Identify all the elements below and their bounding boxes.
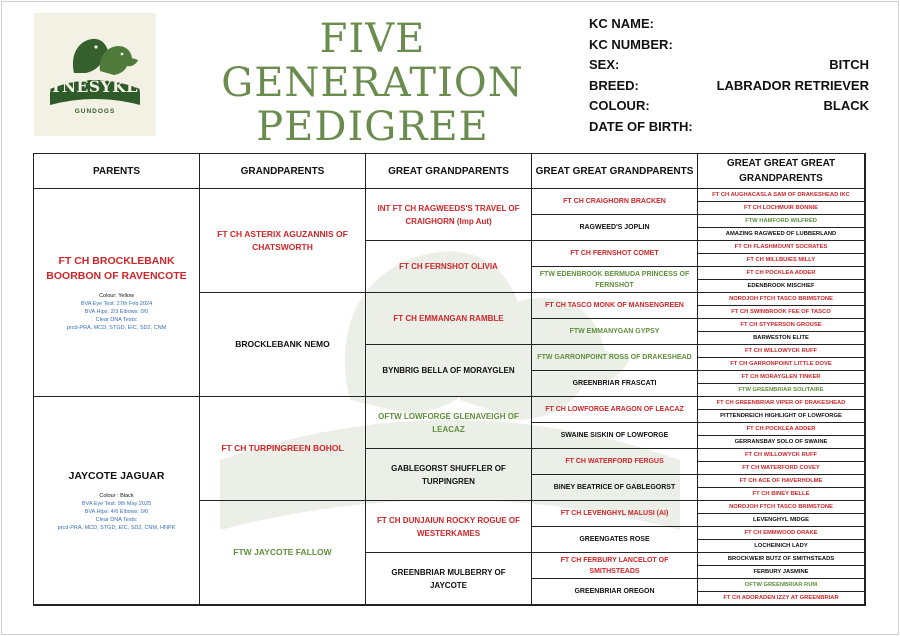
ggg-grandparent-cell-text: BARWESTON ELITE: [753, 335, 809, 341]
header-parents: [34, 154, 200, 189]
ggg-grandparent-cell-text: NORDJOH FTCH TASCO BRIMSTONE: [729, 504, 833, 510]
gg-grandparent-cell-text: GREENBRIAR OREGON: [574, 588, 655, 595]
gg-grandparent-cell-text: SWAINE SISKIN OF LOWFORGE: [560, 432, 669, 439]
ggg-grandparent-cell: [698, 592, 865, 605]
ggg-grandparent-cell: [698, 436, 865, 449]
header-parents-text: PARENTS: [92, 165, 141, 177]
great-grandparent-cell: [366, 449, 532, 501]
grandparent-cell: [200, 397, 366, 501]
info-label: KC NAME:: [589, 16, 654, 31]
title-line-1: FIVE: [319, 16, 426, 62]
ggg-grandparent-cell-text: FT CH WILLOWYCK RUFF: [744, 348, 818, 354]
ggg-grandparent-cell: [698, 384, 865, 397]
ggg-grandparent-cell: [698, 371, 865, 384]
gg-grandparent-cell: [532, 267, 698, 293]
gg-grandparent-cell: [532, 579, 698, 605]
great-grandparent-cell-text: OFTW LOWFORGE GLENAVEIGH OF LEACAZ: [378, 411, 519, 434]
grandparent-cell: [200, 293, 366, 397]
dog-heads-icon: [34, 13, 156, 136]
ggg-grandparent-cell-text: EDENBROOK MISCHIEF: [747, 283, 815, 289]
great-grandparent-cell-text: FT CH DUNJAIUN ROCKY ROGUE OF WESTERKAMES: [377, 515, 520, 538]
info-label: COLOUR:: [589, 98, 650, 113]
info-label: KC NUMBER:: [589, 36, 673, 52]
gg-grandparent-cell-text: FT CH CRAIGHORN BRACKEN: [563, 198, 666, 205]
ggg-grandparent-cell-text: FT CH ACE OF HAVERHOLME: [739, 478, 823, 484]
health-colour: Colour: Yellow: [99, 292, 134, 299]
ggg-grandparent-cell: [698, 423, 865, 436]
gg-grandparent-cell: [532, 371, 698, 397]
ggg-grandparent-cell: [698, 566, 865, 579]
great-grandparent-cell-text: GABLEGORST SHUFFLER OF TURPINGREN: [391, 463, 506, 486]
ggg-grandparent-cell-text: FT CH GREENBRIAR VIPER OF DRAKESHEAD: [716, 400, 846, 406]
gg-grandparent-cell: [532, 241, 698, 267]
gg-grandparent-cell-text: FT CH WATERFORD FERGUS: [565, 458, 664, 465]
header-ggg-grandparents: [698, 154, 865, 189]
info-row: [589, 119, 869, 139]
gg-grandparent-cell: [532, 527, 698, 553]
gg-grandparent-cell: [532, 345, 698, 371]
ggg-grandparent-cell-text: FT CH WATERFORD COVEY: [742, 465, 820, 471]
ggg-grandparent-cell-text: NORDJOH FTCH TASCO BRIMSTONE: [729, 296, 833, 302]
info-row: [589, 78, 869, 98]
grandparent-cell-text: FT CH TURPINGREEN BOHOL: [221, 443, 344, 453]
ggg-grandparent-cell-text: BROCKWEIR BUTZ OF SMITHSTEADS: [727, 556, 835, 562]
great-grandparent-cell: [366, 293, 532, 345]
ggg-grandparent-cell: [698, 228, 865, 241]
gg-grandparent-cell-text: GREENGATES ROSE: [579, 536, 650, 543]
gg-grandparent-cell-text: FT CH FERBURY LANCELOT OF SMITHSTEADS: [560, 556, 669, 575]
gg-grandparent-cell: [532, 449, 698, 475]
gg-grandparent-cell: [532, 293, 698, 319]
ggg-grandparent-cell-text: FT CH GARRONPOINT LITTLE DOVE: [730, 361, 832, 367]
ggg-grandparent-cell: [698, 280, 865, 293]
parent-cell-text: FT CH BROCKLEBANK BOORBON OF RAVENCOTE: [46, 254, 187, 282]
header-gg-grandparents: [532, 154, 698, 189]
ggg-grandparent-cell-text: LEVENGHYL MIDGE: [753, 517, 809, 523]
health-dna: prcd-PRA, MCD, STGD, EIC, SD2, CNM: [66, 324, 167, 331]
gg-grandparent-cell: [532, 475, 698, 501]
ggg-grandparent-cell-text: FT CH MORAYGLEN TINKER: [741, 374, 821, 380]
gg-grandparent-cell-text: BINEY BEATRICE OF GABLEGORST: [553, 484, 676, 491]
gg-grandparent-cell-text: FT CH LEVENGHYL MALUSI (AI): [560, 510, 669, 517]
ggg-grandparent-cell: [698, 293, 865, 306]
ggg-grandparent-cell-text: FT CH EMMWOOD DRAKE: [744, 530, 818, 536]
health-dna-label: Clear DNA Tests:: [95, 517, 138, 523]
gg-grandparent-cell-text: GREENBRIAR FRASCATI: [572, 380, 657, 387]
header-great-grandparents: [366, 154, 532, 189]
pedigree-table: [33, 153, 866, 606]
ggg-grandparent-cell-text: FERBURY JASMINE: [753, 569, 809, 575]
ggg-grandparent-cell: [698, 449, 865, 462]
ggg-grandparent-cell-text: LOCHEINICH LADY: [754, 543, 808, 549]
gg-grandparent-cell-text: FTW GARRONPOINT ROSS OF DRAKESHEAD: [537, 354, 692, 361]
health-info: [67, 292, 166, 332]
title-line-2: GENERATION: [221, 60, 524, 106]
info-label: BREED:: [589, 77, 639, 93]
ggg-grandparent-cell-text: FT CH BINEY BELLE: [752, 491, 810, 497]
great-grandparent-cell-text: BYNBRIG BELLA OF MORAYGLEN: [382, 366, 515, 375]
ggg-grandparent-cell-text: FT CH LOCHMUIR BONNIE: [743, 205, 819, 211]
gg-grandparent-cell-text: FT CH FERNSHOT COMET: [570, 250, 659, 257]
ggg-grandparent-cell: [698, 397, 865, 410]
ggg-grandparent-cell: [698, 254, 865, 267]
info-value: BITCH: [829, 57, 869, 72]
info-row: [589, 57, 869, 77]
ggg-grandparent-cell-text: FT CH AUGHACASLA SAM OF DRAKESHEAD IKC: [712, 192, 850, 198]
gg-grandparent-cell: [532, 215, 698, 241]
great-grandparent-cell-text: INT FT CH RAGWEEDS'S TRAVEL OF CRAIGHORN (Imp Aut): [377, 203, 520, 226]
ggg-grandparent-cell: [698, 267, 865, 280]
ggg-grandparent-cell-text: FTW HAMFORD WILFRED: [745, 218, 817, 224]
ggg-grandparent-cell: [698, 527, 865, 540]
grandparent-cell-text: BROCKLEBANK NEMO: [235, 339, 330, 349]
ggg-grandparent-cell: [698, 332, 865, 345]
great-grandparent-cell-text: FT CH FERNSHOT OLIVIA: [399, 262, 498, 271]
header-grandparents: [200, 154, 366, 189]
info-label: SEX:: [589, 57, 620, 72]
grandparent-cell: [200, 189, 366, 293]
parent-cell: [34, 397, 200, 605]
health-eye: BVA Eye Test: 9th May 2025: [81, 501, 152, 507]
ggg-grandparent-cell: [698, 189, 865, 202]
ggg-grandparent-cell: [698, 514, 865, 527]
great-grandparent-cell: [366, 345, 532, 397]
health-dna: prcd-PRA, MCD, STGD, EIC, SD2, CNM, HNPK: [57, 525, 176, 531]
great-grandparent-cell: [366, 553, 532, 605]
lynesykes-logo: [34, 13, 156, 136]
ggg-grandparent-cell: [698, 241, 865, 254]
ggg-grandparent-cell: [698, 410, 865, 423]
ggg-grandparent-cell-text: AMAZING RAGWEED OF LUBBERLAND: [725, 231, 837, 237]
health-info: [58, 492, 176, 532]
gg-grandparent-cell-text: FTW EDENBROOK BERMUDA PRINCESS OF FERNSHOT: [539, 270, 690, 289]
grandparent-cell-text: FT CH ASTERIX AGUZANNIS OF CHATSWORTH: [217, 228, 348, 252]
ggg-grandparent-cell: [698, 215, 865, 228]
info-row: [589, 16, 869, 36]
ggg-grandparent-cell-text: FT CH STYPERSON GROUSE: [740, 322, 822, 328]
parent-cell-text: JAYCOTE JAGUAR: [68, 470, 165, 482]
gg-grandparent-cell: [532, 397, 698, 423]
info-row: [589, 98, 869, 118]
ggg-grandparent-cell-text: FT CH SWINBROOK FEE OF TASCO: [731, 309, 831, 315]
great-grandparent-cell-text: FT CH EMMANGAN RAMBLE: [393, 314, 504, 323]
header-grandparents-text: GRANDPARENTS: [240, 165, 325, 177]
ggg-grandparent-cell-text: GERRANSBAY SOLO OF SWAINE: [734, 439, 828, 445]
gg-grandparent-cell-text: RAGWEED'S JOPLIN: [579, 224, 650, 231]
ggg-grandparent-cell: [698, 358, 865, 371]
ggg-grandparent-cell-text: FT CH POCKLEA ADDER: [746, 426, 816, 432]
gg-grandparent-cell-text: FT CH LOWFORGE ARAGON OF LEACAZ: [545, 406, 684, 413]
ggg-grandparent-cell: [698, 462, 865, 475]
health-eye: BVA Eye Test: 27th Feb 2024: [80, 300, 153, 307]
parent-cell: [34, 189, 200, 397]
ggg-grandparent-cell-text: PITTENDREICH HIGHLIGHT OF LOWFORGE: [720, 413, 842, 419]
header-ggg-grandparents-text: GREAT GREAT GREAT GRANDPARENTS: [726, 158, 836, 184]
gg-grandparent-cell: [532, 553, 698, 579]
grandparent-cell-text: FTW JAYCOTE FALLOW: [233, 547, 332, 557]
great-grandparent-cell: [366, 189, 532, 241]
ggg-grandparent-cell: [698, 306, 865, 319]
info-row: [589, 37, 869, 57]
info-value: LABRADOR RETRIEVER: [716, 77, 869, 93]
ggg-grandparent-cell-text: FT CH WILLOWYCK RUFF: [744, 452, 818, 458]
ggg-grandparent-cell: [698, 475, 865, 488]
info-value: BLACK: [823, 98, 869, 113]
health-hips: BVA Hips: 2/3 Elbows: 0/0: [84, 308, 149, 315]
header-gg-grandparents-text: GREAT GREAT GRANDPARENTS: [535, 165, 694, 177]
ggg-grandparent-cell: [698, 579, 865, 592]
ggg-grandparent-cell-text: FT CH MILLBUIES MILLY: [746, 257, 816, 263]
great-grandparent-cell: [366, 241, 532, 293]
header-great-grandparents-text: GREAT GRANDPARENTS: [388, 165, 509, 177]
ggg-grandparent-cell: [698, 202, 865, 215]
ggg-grandparent-cell-text: OFTW GREENBRIAR RUM: [744, 582, 818, 588]
ggg-grandparent-cell-text: FT CH POCKLEA ADDER: [746, 270, 816, 276]
great-grandparent-cell: [366, 501, 532, 553]
gg-grandparent-cell-text: FTW EMMANYGAN GYPSY: [569, 328, 660, 335]
health-dna-label: Clear DNA Tests:: [95, 316, 138, 323]
info-label: DATE OF BIRTH:: [589, 118, 693, 134]
ggg-grandparent-cell: [698, 501, 865, 514]
gg-grandparent-cell-text: FT CH TASCO MONK OF MANSENGREEN: [545, 302, 684, 309]
gg-grandparent-cell: [532, 189, 698, 215]
ggg-grandparent-cell: [698, 488, 865, 501]
ggg-grandparent-cell: [698, 540, 865, 553]
ggg-grandparent-cell: [698, 345, 865, 358]
ggg-grandparent-cell-text: FT CH FLASHMOUNT SOCRATES: [734, 244, 828, 250]
gg-grandparent-cell: [532, 423, 698, 449]
title-line-3: PEDIGREE: [256, 104, 489, 150]
ggg-grandparent-cell: [698, 319, 865, 332]
gg-grandparent-cell: [532, 319, 698, 345]
gg-grandparent-cell: [532, 501, 698, 527]
great-grandparent-cell: [366, 397, 532, 449]
grandparent-cell: [200, 501, 366, 605]
ggg-grandparent-cell-text: FTW GREENBRIAR SOLITAIRE: [738, 387, 824, 393]
health-hips: BVA Hips: 4/6 Elbows: 0/0: [84, 509, 149, 515]
health-colour: Colour : Black: [99, 493, 134, 499]
great-grandparent-cell-text: GREENBRIAR MULBERRY OF JAYCOTE: [391, 567, 506, 590]
ggg-grandparent-cell-text: FT CH ADORADEN IZZY AT GREENBRIAR: [723, 595, 839, 601]
logo-sub-text: GUNDOGS: [74, 108, 116, 115]
ggg-grandparent-cell: [698, 553, 865, 566]
logo-brand-text: LYNESYKES: [39, 77, 151, 96]
